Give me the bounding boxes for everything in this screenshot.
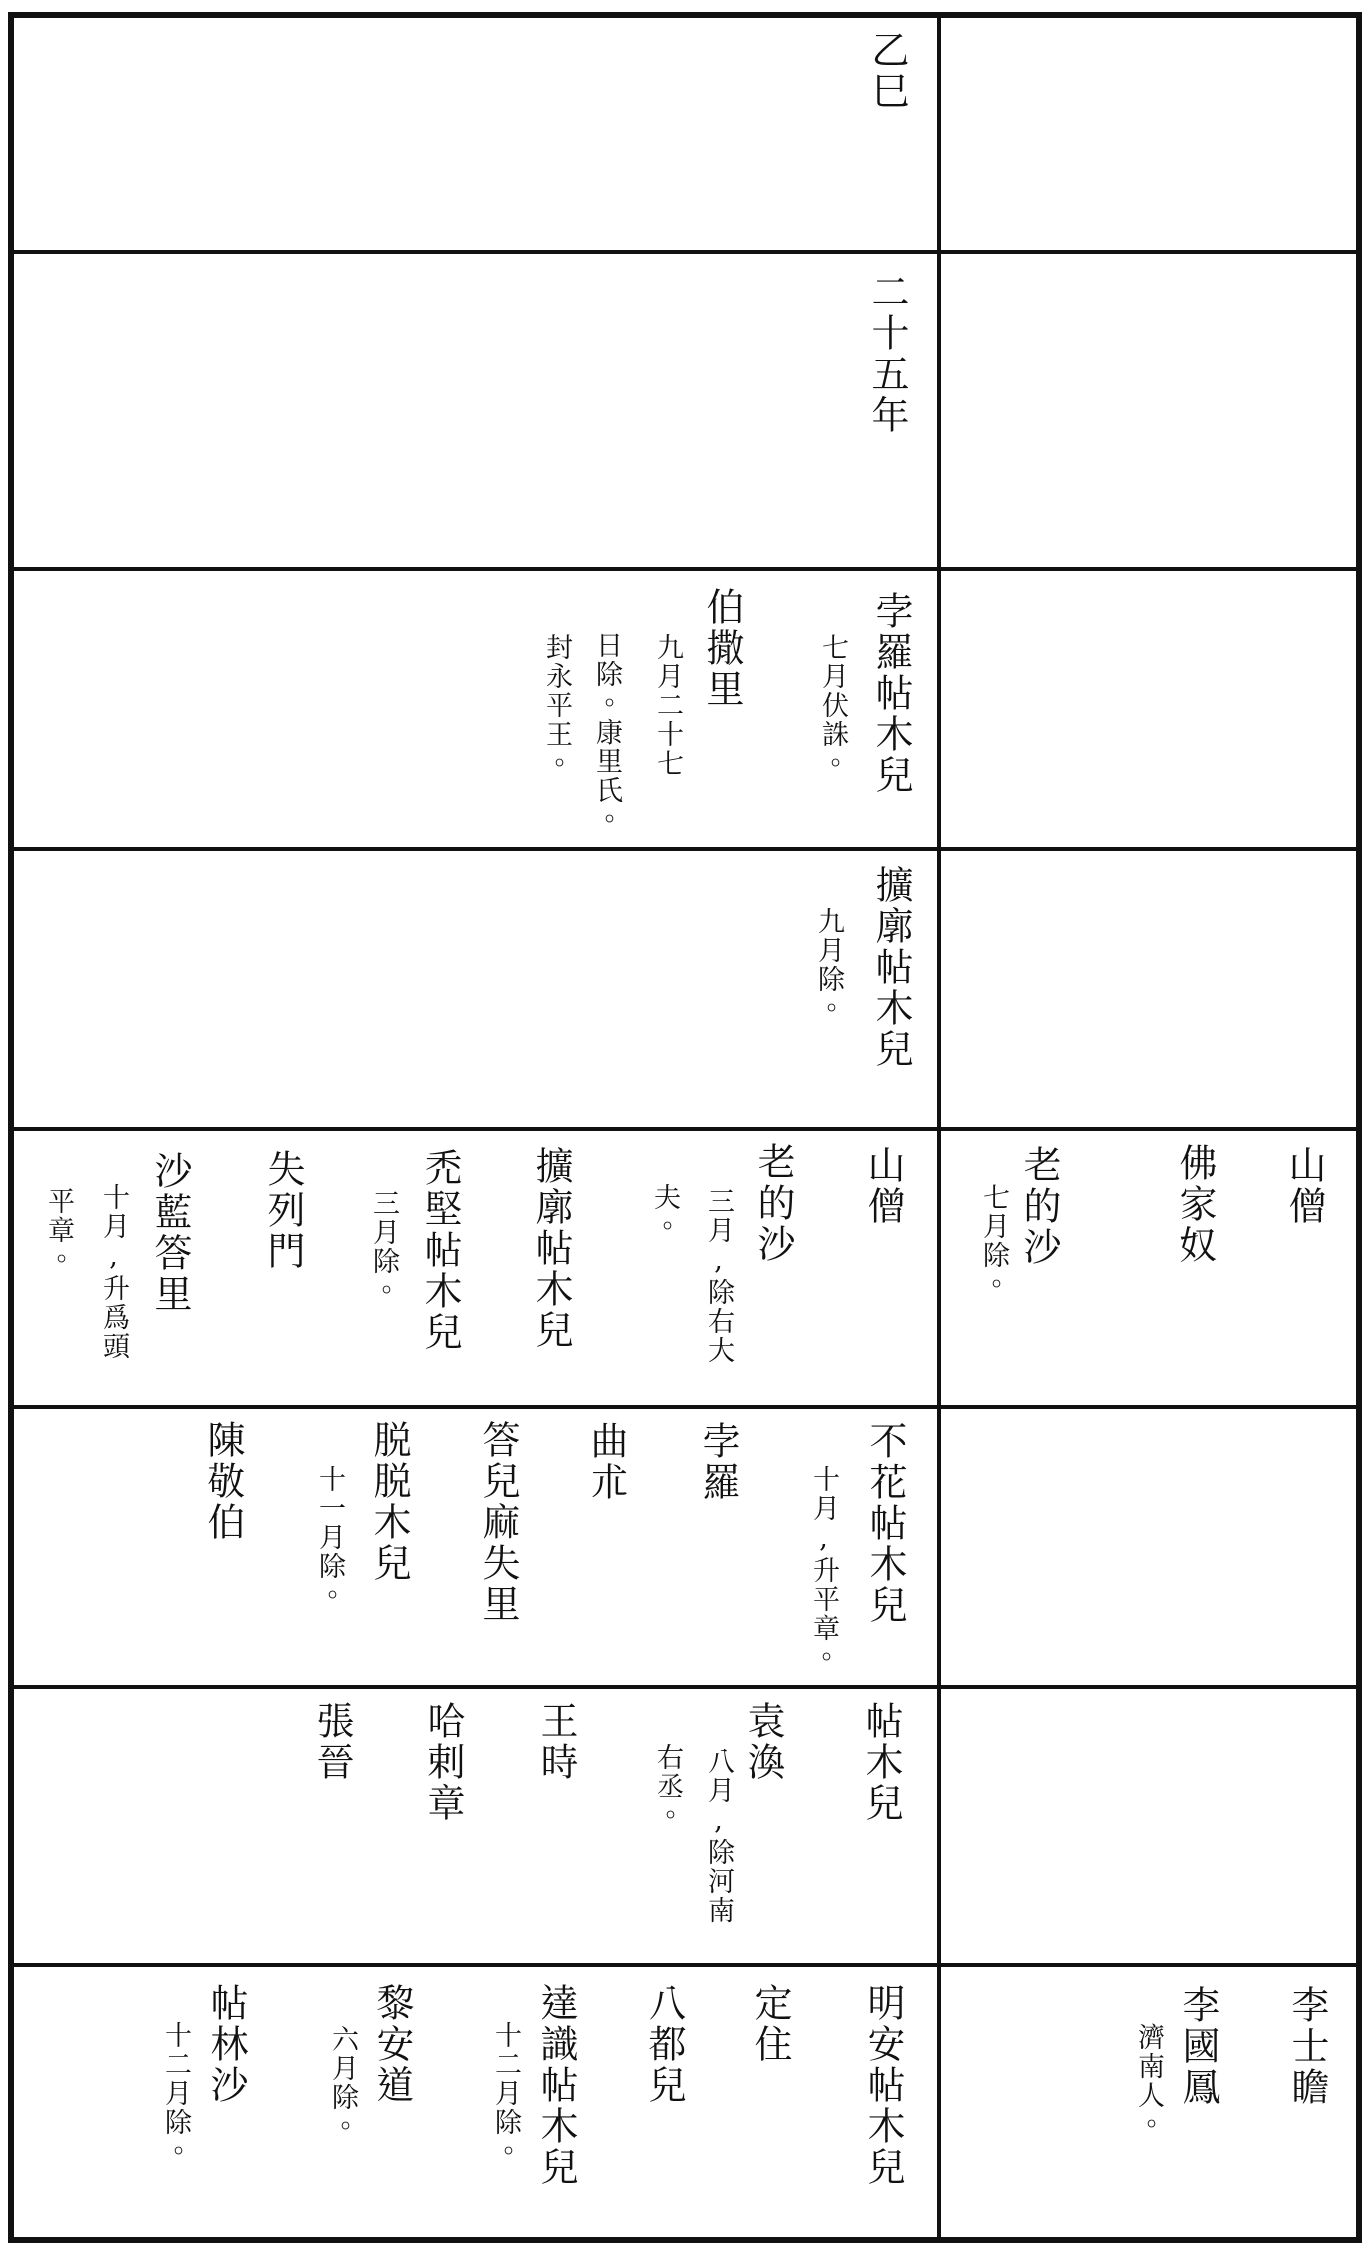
table-row	[14, 18, 1356, 254]
row6-right-cell	[941, 1409, 1356, 1685]
row8-main-cell	[14, 1967, 941, 2237]
table-row	[14, 254, 1356, 571]
official-name: 擴廓帖木兒	[529, 1146, 573, 1351]
row7-right-cell	[941, 1689, 1356, 1963]
appointment-note: 十二月除。	[160, 2021, 191, 2166]
table-row	[14, 851, 1356, 1131]
table-row	[14, 1689, 1356, 1967]
row1-main-cell	[14, 18, 941, 250]
row1-right-cell	[941, 18, 1356, 250]
appointment-note: 八月,除河南	[703, 1747, 734, 1925]
table-frame	[8, 12, 1362, 2243]
official-name: 達識帖木兒	[534, 1983, 578, 2188]
official-name: 曲朮	[584, 1421, 628, 1503]
appointment-note: 九月除。	[813, 907, 844, 1023]
official-name: 孛羅帖木兒	[869, 591, 913, 796]
appointment-note: 右丞。	[652, 1743, 683, 1830]
appointment-note: 夫。	[649, 1183, 680, 1241]
appointment-note: 三月除。	[368, 1189, 399, 1305]
official-name: 明安帖木兒	[861, 1983, 905, 2188]
appointment-note: 七月除。	[978, 1183, 1009, 1299]
row3-right-cell	[941, 571, 1356, 847]
table-row	[14, 1967, 1356, 2237]
row2-main-cell	[14, 254, 941, 567]
official-name: 山僧	[1282, 1145, 1326, 1227]
appointment-note: 六月除。	[327, 2025, 358, 2141]
row6-main-cell	[14, 1409, 941, 1685]
official-name: 不花帖木兒	[863, 1421, 907, 1626]
row8-right-cell	[941, 1967, 1356, 2237]
official-name: 帖木兒	[859, 1701, 903, 1824]
official-name: 王時	[534, 1701, 578, 1783]
official-name: 帖林沙	[204, 1983, 248, 2106]
official-name: 孛羅	[696, 1421, 740, 1503]
official-name: 禿堅帖木兒	[418, 1148, 462, 1353]
appointment-note: 十一月除。	[314, 1465, 345, 1610]
row5-right-cell	[941, 1131, 1356, 1405]
table-row	[14, 1409, 1356, 1689]
official-name: 伯撒里	[700, 587, 744, 710]
official-name: 擴廓帖木兒	[869, 865, 913, 1070]
row4-main-cell	[14, 851, 941, 1127]
appointment-note: 封永平王。	[541, 633, 572, 778]
appointment-note: 濟南人。	[1133, 2023, 1164, 2139]
official-name: 哈剌章	[421, 1701, 465, 1824]
row3-main-cell	[14, 571, 941, 847]
appointment-note: 七月伏誅。	[817, 633, 848, 778]
official-name: 定住	[748, 1983, 792, 2065]
official-name: 八都兒	[642, 1983, 686, 2106]
era-label: 乙巳	[865, 30, 909, 112]
appointment-note: 十二月除。	[490, 2021, 521, 2166]
appointment-note: 平章。	[43, 1187, 74, 1274]
official-name: 李國鳳	[1176, 1985, 1220, 2108]
official-name: 山僧	[861, 1145, 905, 1227]
official-name: 失列門	[261, 1149, 305, 1272]
official-name: 老的沙	[751, 1142, 795, 1265]
official-name: 陳敬伯	[201, 1420, 245, 1543]
official-name: 袁渙	[741, 1701, 785, 1783]
year-label: 二十五年	[865, 272, 909, 436]
official-name: 脱脱木兒	[367, 1420, 411, 1584]
official-name: 佛家奴	[1173, 1143, 1217, 1266]
row7-main-cell	[14, 1689, 941, 1963]
row2-right-cell	[941, 254, 1356, 567]
appointment-note: 十月,升爲頭	[98, 1183, 129, 1361]
table-row	[14, 571, 1356, 851]
appointment-note: 三月,除右大	[703, 1187, 734, 1365]
appointment-note: 十月,升平章。	[808, 1465, 839, 1672]
row4-right-cell	[941, 851, 1356, 1127]
official-name: 黎安道	[370, 1983, 414, 2106]
appointment-note: 日除。康里氏。	[591, 631, 622, 834]
official-name: 李士瞻	[1285, 1985, 1329, 2108]
official-name: 答兒麻失里	[476, 1420, 520, 1625]
appointment-note: 九月二十七	[652, 633, 683, 778]
official-name: 沙藍答里	[148, 1151, 192, 1315]
official-name: 老的沙	[1017, 1145, 1061, 1268]
official-name: 張晉	[310, 1701, 354, 1783]
row5-main-cell	[14, 1131, 941, 1405]
table-row	[14, 1131, 1356, 1409]
